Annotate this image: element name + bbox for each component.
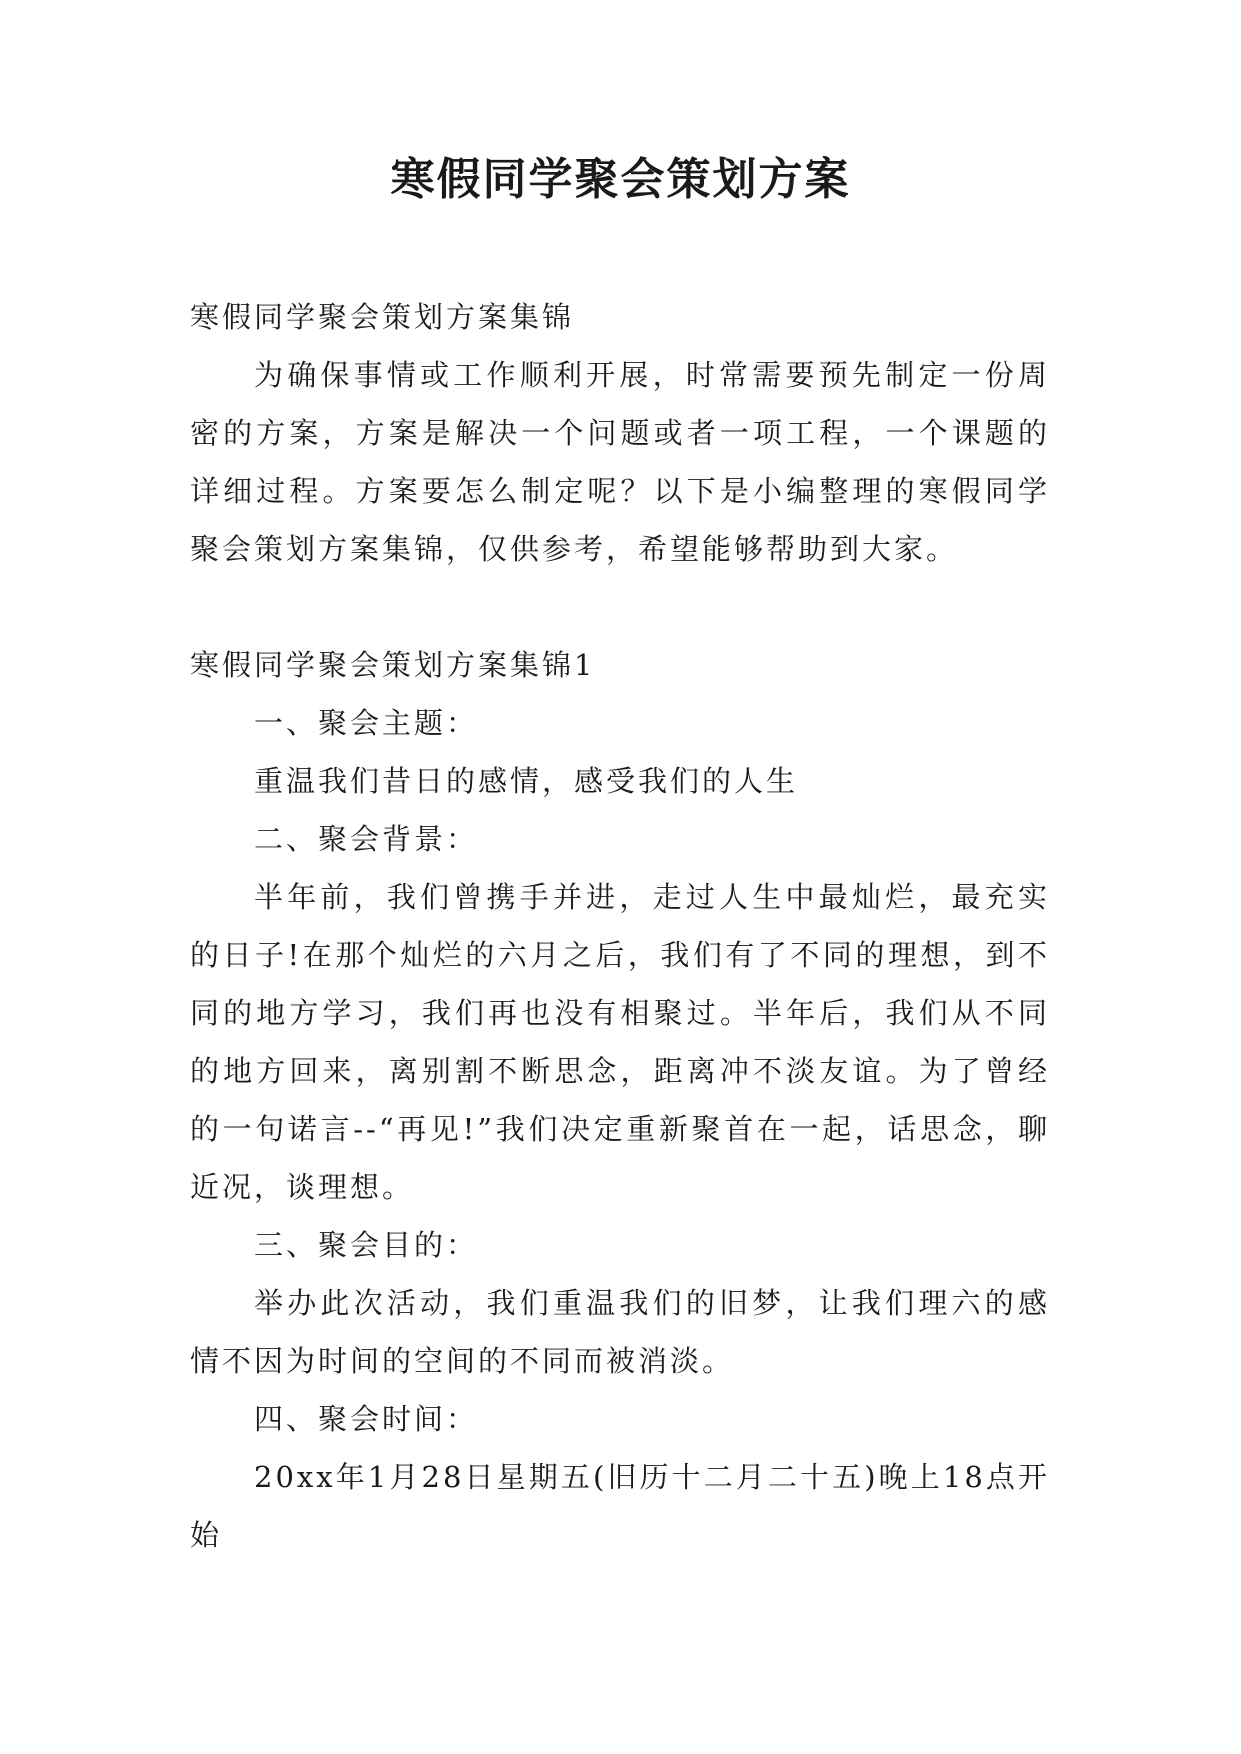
item-heading-purpose: 三、聚会目的： [254, 1228, 479, 1262]
item-content-purpose: 举办此次活动，我们重温我们的旧梦，让我们理六的感情不因为时间的空间的不同而被消淡。 [190, 1286, 1050, 1378]
intro-paragraph: 为确保事情或工作顺利开展，时常需要预先制定一份周密的方案，方案是解决一个问题或者一项工程，一个课题的详细过程。方案要怎么制定呢？以下是小编整理的寒假同学聚会策划方案集锦，仅供参考，希望能够帮助到大家。 [190, 358, 1050, 566]
section-gap [190, 578, 1050, 636]
item-heading-time: 四、聚会时间： [254, 1402, 479, 1436]
item-content-background: 半年前，我们曾携手并进，走过人生中最灿烂，最充实的日子!在那个灿烂的六月之后，我们有了不同的理想，到不同的地方学习，我们再也没有相聚过。半年后，我们从不同的地方回来，离别割不断思念，距离冲不淡友谊。为了曾经的一句诺言--“再见!”我们决定重新聚首在一起，话思念，聊近况，谈理想。 [190, 880, 1050, 1204]
item-heading-background: 二、聚会背景： [254, 822, 479, 856]
item-content-theme: 重温我们昔日的感情，感受我们的人生 [254, 764, 799, 798]
item-heading-theme: 一、聚会主题： [254, 706, 479, 740]
item-content-time: 20xx年1月28日星期五(旧历十二月二十五)晚上18点开始 [190, 1460, 1050, 1552]
document-title: 寒假同学聚会策划方案 [390, 154, 851, 205]
document-subtitle: 寒假同学聚会策划方案集锦 [190, 300, 575, 334]
document-body [190, 288, 1050, 1564]
section-title: 寒假同学聚会策划方案集锦1 [190, 648, 596, 682]
